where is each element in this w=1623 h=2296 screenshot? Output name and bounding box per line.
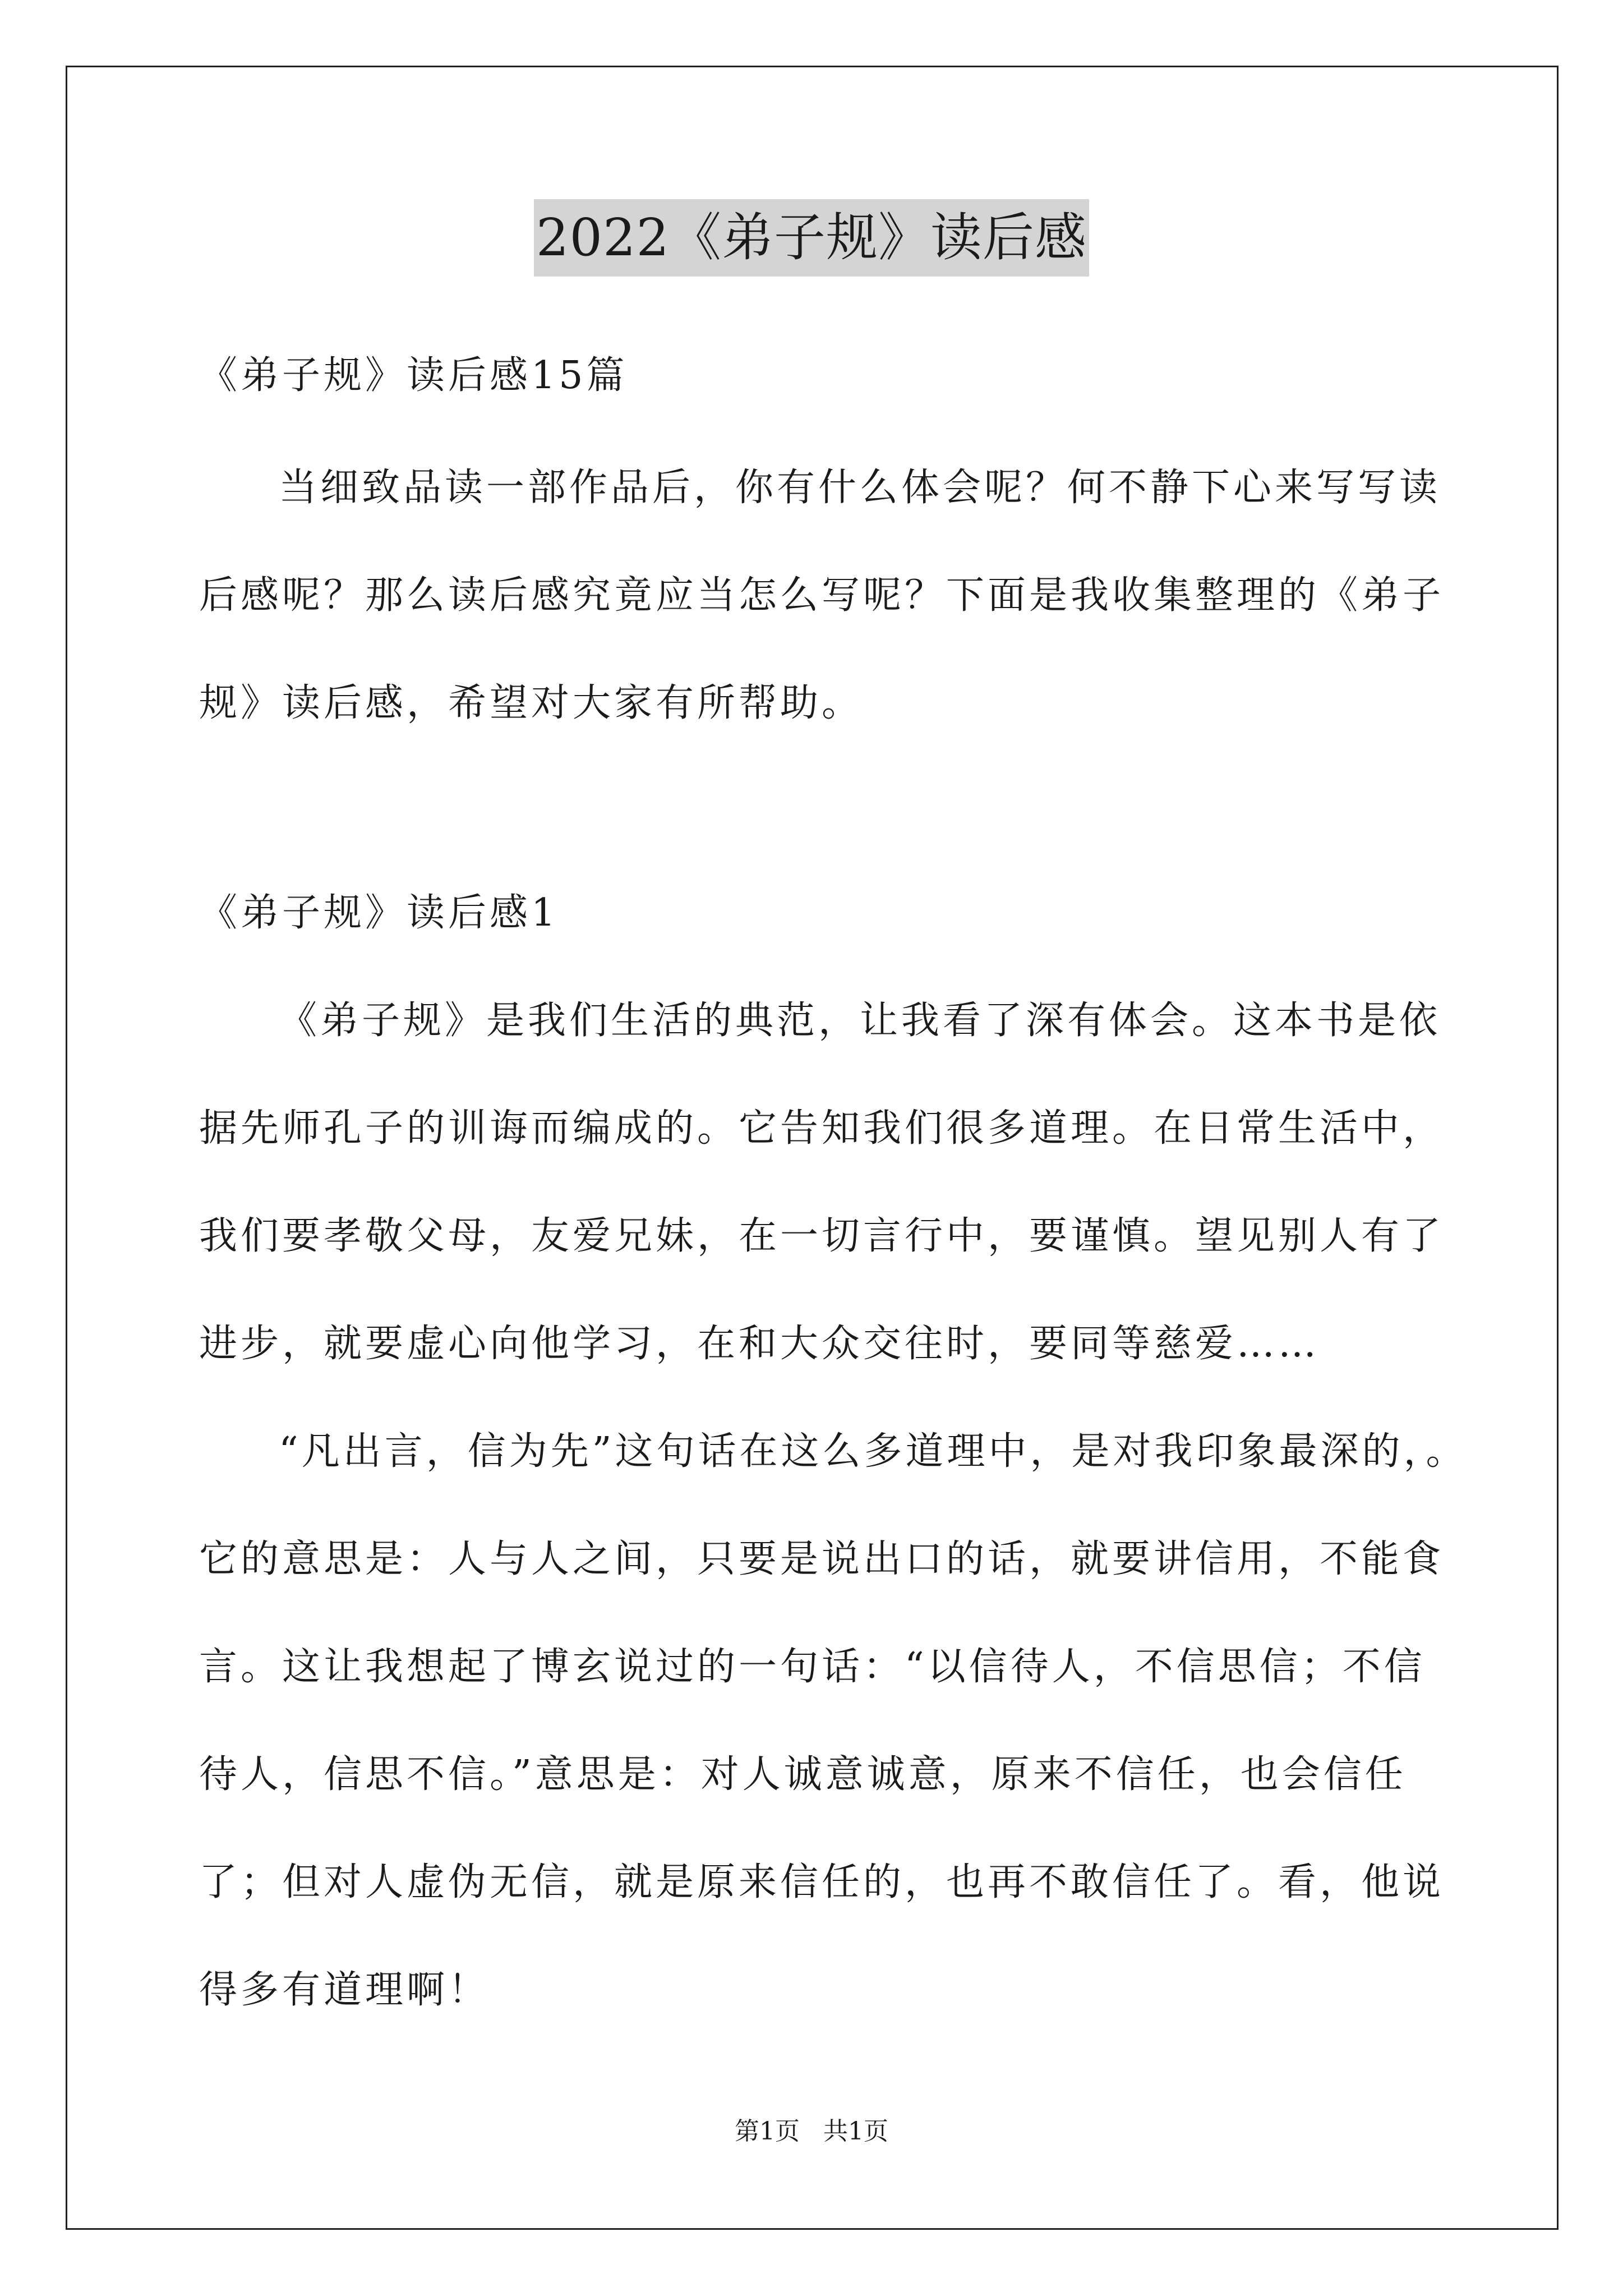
intro-line: 后感呢？那么读后感究竟应当怎么写呢？下面是我收集整理的《弟子 — [199, 573, 1445, 618]
paragraph-line: 它的意思是：人与人之间，只要是说出口的话，就要讲信用，不能食 — [199, 1537, 1445, 1581]
title-container — [0, 199, 1623, 277]
paragraph-line: 进步，就要虚心向他学习，在和大众交往时，要同等慈爱…… — [199, 1322, 1320, 1366]
paragraph-line: 得多有道理啊！ — [199, 1968, 490, 2012]
paragraph-line: 了；但对人虚伪无信，就是原来信任的，也再不敢信任了。看，他说 — [199, 1860, 1445, 1904]
page-footer: 第1页 共1页 — [735, 2117, 888, 2146]
document-subtitle: 《弟子规》读后感15篇 — [199, 353, 628, 398]
document-title: 2022《弟子规》读后感 — [534, 199, 1089, 277]
paragraph-line: 《弟子规》是我们生活的典范，让我看了深有体会。这本书是依 — [279, 999, 1441, 1043]
paragraph-line: 我们要孝敬父母，友爱兄妹，在一切言行中，要谨慎。望见别人有了 — [199, 1214, 1445, 1258]
section-heading: 《弟子规》读后感1 — [199, 891, 559, 935]
paragraph-line: 待人，信思不信。”意思是：对人诚意诚意，原来不信任，也会信任 — [199, 1752, 1407, 1797]
intro-line: 当细致品读一部作品后，你有什么体会呢？何不静下心来写写读 — [279, 466, 1441, 510]
paragraph-line: 言。这让我想起了博玄说过的一句话：“以信待人，不信思信；不信 — [199, 1645, 1426, 1689]
intro-line: 规》读后感，希望对大家有所帮助。 — [199, 681, 864, 725]
paragraph-line: 据先师孔子的训诲而编成的。它告知我们很多道理。在日常生活中， — [199, 1106, 1445, 1151]
paragraph-line: “凡出言，信为先”这句话在这么多道理中，是对我印象最深的，。 — [279, 1429, 1468, 1474]
